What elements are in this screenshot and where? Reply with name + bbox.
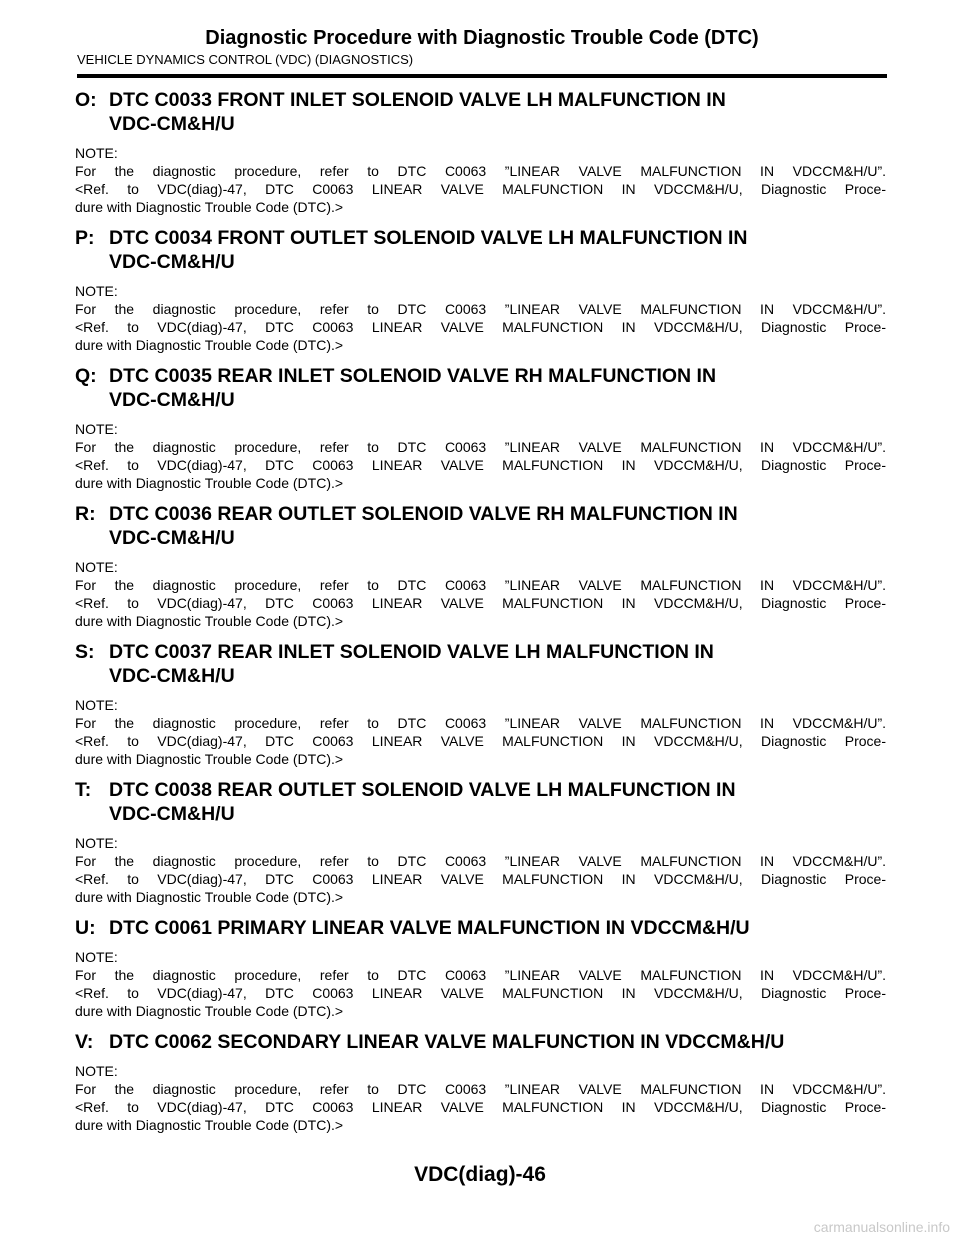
note-line: dure with Diagnostic Trouble Code (DTC).> (75, 751, 344, 767)
note-line: dure with Diagnostic Trouble Code (DTC).> (75, 1003, 344, 1019)
note-label: NOTE: (75, 283, 118, 299)
note-body (75, 714, 886, 768)
section-title: DTC C0061 PRIMARY LINEAR VALVE MALFUNCTION IN VDCCM&H/U (109, 917, 750, 939)
note-label: NOTE: (75, 1063, 118, 1079)
note-body (75, 162, 886, 216)
note-label: NOTE: (75, 559, 118, 575)
section-title: DTC C0062 SECONDARY LINEAR VALVE MALFUNCTION IN VDCCM&H/U (109, 1031, 785, 1053)
note-line: dure with Diagnostic Trouble Code (DTC).> (75, 337, 344, 353)
note-reference-link[interactable]: <Ref. to VDC(diag)-47, DTC C0063 LINEAR VALVE MALFUNCTION IN VDCCM&H/U, Diagnostic Proce- (75, 871, 886, 887)
watermark: carmanualsonline.info (813, 1219, 950, 1235)
note-body (75, 966, 886, 1020)
note-body (75, 438, 886, 492)
section-title: DTC C0038 REAR OUTLET SOLENOID VALVE LH MALFUNCTION IN VDC-CM&H/U (109, 779, 736, 825)
note-line: dure with Diagnostic Trouble Code (DTC).> (75, 199, 344, 215)
section-r (75, 502, 886, 630)
page-title: Diagnostic Procedure with Diagnostic Trouble Code (DTC) (205, 27, 759, 49)
section-title: DTC C0033 FRONT INLET SOLENOID VALVE LH MALFUNCTION IN VDC-CM&H/U (109, 89, 726, 135)
note-label: NOTE: (75, 421, 118, 437)
header-divider (77, 74, 887, 78)
note-body (75, 1080, 886, 1134)
note-label: NOTE: (75, 835, 118, 851)
section-letter: U: (75, 917, 96, 939)
note-reference-link[interactable]: <Ref. to VDC(diag)-47, DTC C0063 LINEAR VALVE MALFUNCTION IN VDCCM&H/U, Diagnostic Proce- (75, 1099, 886, 1115)
note-body (75, 852, 886, 906)
note-body (75, 300, 886, 354)
section-p (75, 226, 886, 354)
note-reference-link[interactable]: <Ref. to VDC(diag)-47, DTC C0063 LINEAR VALVE MALFUNCTION IN VDCCM&H/U, Diagnostic Proce- (75, 985, 886, 1001)
note-line: For the diagnostic procedure, refer to DTC C0063 ”LINEAR VALVE MALFUNCTION IN VDCCM&H/U”. (75, 715, 886, 731)
section-letter: P: (75, 227, 95, 249)
note-line: dure with Diagnostic Trouble Code (DTC).> (75, 475, 344, 491)
page-header (77, 26, 887, 68)
document-body (75, 88, 886, 1144)
note-line: For the diagnostic procedure, refer to DTC C0063 ”LINEAR VALVE MALFUNCTION IN VDCCM&H/U”. (75, 853, 886, 869)
note-label: NOTE: (75, 145, 118, 161)
section-letter: V: (75, 1031, 94, 1053)
note-reference-link[interactable]: <Ref. to VDC(diag)-47, DTC C0063 LINEAR VALVE MALFUNCTION IN VDCCM&H/U, Diagnostic Proce- (75, 457, 886, 473)
section-title: DTC C0035 REAR INLET SOLENOID VALVE RH MALFUNCTION IN VDC-CM&H/U (109, 365, 717, 411)
note-reference-link[interactable]: <Ref. to VDC(diag)-47, DTC C0063 LINEAR VALVE MALFUNCTION IN VDCCM&H/U, Diagnostic Proce- (75, 595, 886, 611)
section-o (75, 88, 886, 216)
note-line: For the diagnostic procedure, refer to DTC C0063 ”LINEAR VALVE MALFUNCTION IN VDCCM&H/U”. (75, 1081, 886, 1097)
note-line: For the diagnostic procedure, refer to DTC C0063 ”LINEAR VALVE MALFUNCTION IN VDCCM&H/U”. (75, 163, 886, 179)
section-heading (75, 364, 886, 412)
section-heading (75, 226, 886, 274)
section-letter: O: (75, 89, 97, 111)
section-u (75, 916, 886, 1020)
note-line: dure with Diagnostic Trouble Code (DTC).> (75, 1117, 344, 1133)
note-label: NOTE: (75, 697, 118, 713)
section-letter: Q: (75, 365, 97, 387)
section-v (75, 1030, 886, 1134)
note-reference-link[interactable]: <Ref. to VDC(diag)-47, DTC C0063 LINEAR VALVE MALFUNCTION IN VDCCM&H/U, Diagnostic Proce- (75, 181, 886, 197)
section-title: DTC C0036 REAR OUTLET SOLENOID VALVE RH MALFUNCTION IN VDC-CM&H/U (109, 503, 738, 549)
section-t (75, 778, 886, 906)
section-heading (75, 778, 886, 826)
section-s (75, 640, 886, 768)
note-body (75, 576, 886, 630)
page-subtitle: VEHICLE DYNAMICS CONTROL (VDC) (DIAGNOSTICS) (77, 52, 414, 67)
section-q (75, 364, 886, 492)
page-number: VDC(diag)-46 (414, 1163, 546, 1186)
section-heading (75, 916, 886, 940)
section-title: DTC C0034 FRONT OUTLET SOLENOID VALVE LH MALFUNCTION IN VDC-CM&H/U (109, 227, 748, 273)
section-title: DTC C0037 REAR INLET SOLENOID VALVE LH MALFUNCTION IN VDC-CM&H/U (109, 641, 714, 687)
note-line: For the diagnostic procedure, refer to DTC C0063 ”LINEAR VALVE MALFUNCTION IN VDCCM&H/U”. (75, 301, 886, 317)
section-letter: T: (75, 779, 92, 801)
section-heading (75, 1030, 886, 1054)
section-heading (75, 640, 886, 688)
section-letter: S: (75, 641, 95, 663)
section-heading (75, 502, 886, 550)
note-reference-link[interactable]: <Ref. to VDC(diag)-47, DTC C0063 LINEAR VALVE MALFUNCTION IN VDCCM&H/U, Diagnostic Proce- (75, 319, 886, 335)
note-line: For the diagnostic procedure, refer to DTC C0063 ”LINEAR VALVE MALFUNCTION IN VDCCM&H/U”. (75, 967, 886, 983)
note-line: For the diagnostic procedure, refer to DTC C0063 ”LINEAR VALVE MALFUNCTION IN VDCCM&H/U”. (75, 439, 886, 455)
section-letter: R: (75, 503, 96, 525)
note-line: For the diagnostic procedure, refer to DTC C0063 ”LINEAR VALVE MALFUNCTION IN VDCCM&H/U”. (75, 577, 886, 593)
note-line: dure with Diagnostic Trouble Code (DTC).> (75, 889, 344, 905)
note-label: NOTE: (75, 949, 118, 965)
note-line: dure with Diagnostic Trouble Code (DTC).> (75, 613, 344, 629)
note-reference-link[interactable]: <Ref. to VDC(diag)-47, DTC C0063 LINEAR VALVE MALFUNCTION IN VDCCM&H/U, Diagnostic Proce- (75, 733, 886, 749)
section-heading (75, 88, 886, 136)
